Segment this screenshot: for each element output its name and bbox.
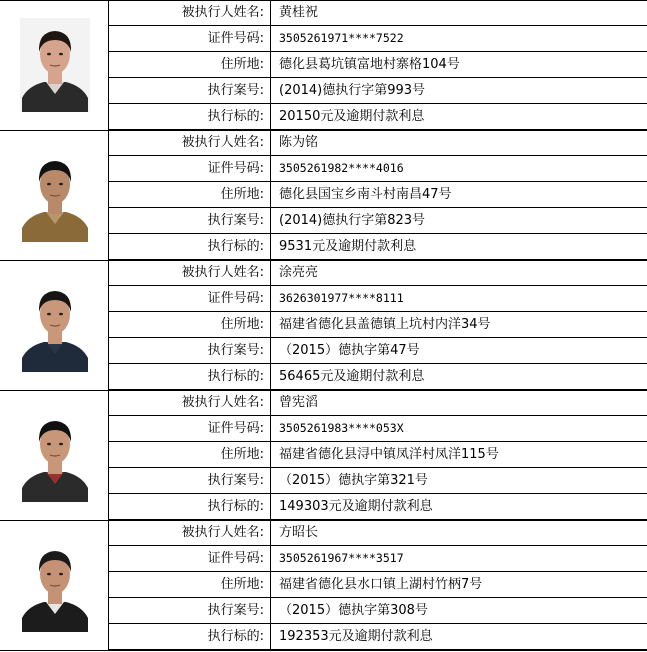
field-value-name: 黄桂祝	[279, 5, 319, 20]
field-row-target-amount	[109, 104, 647, 130]
field-label: 证件号码:	[109, 26, 271, 51]
field-value-id-number: 3505261983****053X	[279, 421, 404, 435]
field-value-target-amount: 9531元及逾期付款利息	[279, 239, 417, 254]
field-label: 被执行人姓名:	[109, 130, 271, 155]
field-value-case-number: （2015）德执字第308号	[279, 603, 428, 618]
photo-cell	[0, 130, 109, 260]
field-value-name: 曾宪滔	[279, 395, 319, 410]
field-row-case-number	[109, 598, 647, 624]
field-value-case-number: （2015）德执字第321号	[279, 473, 428, 488]
field-value-target-amount: 56465元及逾期付款利息	[279, 369, 425, 384]
field-label: 住所地:	[109, 312, 271, 337]
photo-cell	[0, 0, 109, 130]
field-value-case-number: (2014)德执行字第823号	[279, 213, 426, 228]
field-label: 被执行人姓名:	[109, 260, 271, 285]
field-label: 被执行人姓名:	[109, 390, 271, 415]
field-value-name: 陈为铭	[279, 135, 319, 150]
debtor-record	[0, 0, 647, 130]
field-value-target-amount: 192353元及逾期付款利息	[279, 629, 433, 644]
field-row-name	[109, 0, 647, 26]
field-value-case-number: (2014)德执行字第993号	[279, 83, 426, 98]
field-label: 执行案号:	[109, 468, 271, 493]
debtor-record	[0, 390, 647, 520]
field-value-name: 方昭长	[279, 525, 319, 540]
field-label: 住所地:	[109, 52, 271, 77]
field-row-address	[109, 182, 647, 208]
portrait-photo	[20, 538, 90, 632]
field-row-address	[109, 442, 647, 468]
field-value-name: 涂亮亮	[279, 265, 319, 280]
field-value-id-number: 3505261967****3517	[279, 551, 404, 565]
field-row-address	[109, 572, 647, 598]
field-row-target-amount	[109, 364, 647, 390]
debtor-record	[0, 520, 647, 650]
field-label: 住所地:	[109, 442, 271, 467]
field-row-name	[109, 130, 647, 156]
portrait-photo	[20, 408, 90, 502]
field-value-address: 福建省德化县浔中镇凤洋村凤洋115号	[279, 447, 499, 462]
field-value-case-number: （2015）德执字第47号	[279, 343, 420, 358]
field-value-id-number: 3505261982****4016	[279, 161, 404, 175]
field-label: 执行标的:	[109, 104, 271, 129]
field-row-name	[109, 520, 647, 546]
field-row-target-amount	[109, 624, 647, 650]
field-value-id-number: 3626301977****8111	[279, 291, 404, 305]
field-value-address: 福建省德化县水口镇上湖村竹柄7号	[279, 577, 483, 592]
field-label: 证件号码:	[109, 546, 271, 571]
field-row-case-number	[109, 78, 647, 104]
field-value-address: 德化县葛坑镇富地村寨格104号	[279, 57, 460, 72]
debtor-record	[0, 130, 647, 260]
field-label: 执行标的:	[109, 364, 271, 389]
record-divider	[0, 650, 647, 651]
field-label: 被执行人姓名:	[109, 520, 271, 545]
field-label: 住所地:	[109, 572, 271, 597]
field-value-address: 福建省德化县盖德镇上坑村内洋34号	[279, 317, 491, 332]
debtor-record	[0, 260, 647, 390]
field-label: 证件号码:	[109, 156, 271, 181]
field-row-name	[109, 260, 647, 286]
photo-cell	[0, 260, 109, 390]
photo-cell	[0, 390, 109, 520]
field-label: 执行案号:	[109, 598, 271, 623]
field-label: 执行标的:	[109, 624, 271, 649]
field-row-case-number	[109, 338, 647, 364]
field-row-id-number	[109, 26, 647, 52]
field-label: 执行标的:	[109, 494, 271, 519]
field-label: 执行案号:	[109, 208, 271, 233]
field-label: 住所地:	[109, 182, 271, 207]
field-value-id-number: 3505261971****7522	[279, 31, 404, 45]
field-label: 执行案号:	[109, 338, 271, 363]
photo-cell	[0, 520, 109, 650]
field-value-target-amount: 20150元及逾期付款利息	[279, 109, 425, 124]
field-row-address	[109, 312, 647, 338]
field-row-target-amount	[109, 494, 647, 520]
field-label: 执行案号:	[109, 78, 271, 103]
field-label: 证件号码:	[109, 416, 271, 441]
field-value-target-amount: 149303元及逾期付款利息	[279, 499, 433, 514]
field-row-id-number	[109, 286, 647, 312]
field-row-case-number	[109, 468, 647, 494]
field-label: 证件号码:	[109, 286, 271, 311]
field-value-address: 德化县国宝乡南斗村南昌47号	[279, 187, 452, 202]
field-row-id-number	[109, 416, 647, 442]
field-row-name	[109, 390, 647, 416]
field-row-address	[109, 52, 647, 78]
portrait-photo	[20, 148, 90, 242]
field-label: 执行标的:	[109, 234, 271, 259]
portrait-photo	[20, 18, 90, 112]
field-row-id-number	[109, 156, 647, 182]
field-row-case-number	[109, 208, 647, 234]
portrait-photo	[20, 278, 90, 372]
field-row-target-amount	[109, 234, 647, 260]
field-label: 被执行人姓名:	[109, 0, 271, 25]
field-row-id-number	[109, 546, 647, 572]
